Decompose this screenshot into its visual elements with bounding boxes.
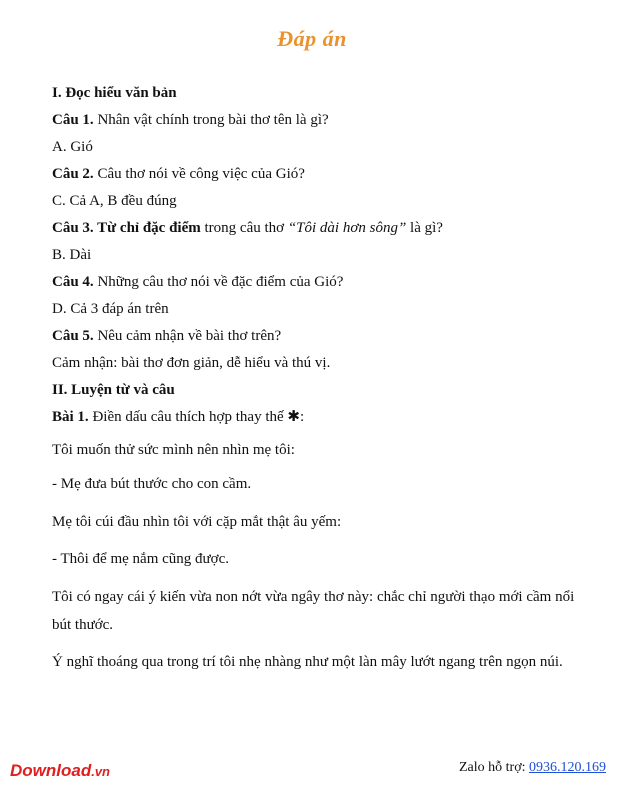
question-1 <box>52 107 582 134</box>
exercise-text: Điền dấu câu thích hợp thay thế <box>88 409 288 425</box>
question-label: Câu 3. Từ chỉ đặc điểm <box>52 220 201 236</box>
passage-line-3: Mẹ tôi cúi đầu nhìn tôi với cặp mắt thật âu yếm: <box>52 514 342 530</box>
question-label: Câu 5. <box>52 328 94 344</box>
question-text: Câu thơ nói về công việc của Gió? <box>93 166 305 182</box>
question-3 <box>52 215 582 242</box>
section-heading-reading: I. Đọc hiểu văn bản <box>52 85 177 101</box>
support-phone-link[interactable]: 0936.120.169 <box>529 760 606 775</box>
question-label: Câu 2. <box>52 166 94 182</box>
answer-1: A. Gió <box>52 139 93 155</box>
passage-line-1: Tôi muốn thử sức mình nên nhìn mẹ tôi: <box>52 442 295 458</box>
asterisk-symbol-icon: ✱ <box>287 409 300 425</box>
question-label: Câu 4. <box>52 274 94 290</box>
passage-line-6: Ý nghĩ thoáng qua trong trí tôi nhẹ nhàng như một làn mây lướt ngang trên ngọn núi. <box>52 654 563 670</box>
question-text: Nhân vật chính trong bài thơ tên là gì? <box>93 112 329 128</box>
passage-line-5: Tôi có ngay cái ý kiến vừa non nớt vừa ngây thơ này: chắc chỉ người thạo mới cầm nổi bút thước. <box>52 589 575 633</box>
support-label: Zalo hỗ trợ: <box>459 760 529 775</box>
answer-3: B. Dài <box>52 247 92 263</box>
question-text: Những câu thơ nói về đặc điểm của Gió? <box>93 274 344 290</box>
question-text: Nêu cảm nhận về bài thơ trên? <box>93 328 282 344</box>
section-heading-vocabulary: II. Luyện từ và câu <box>52 382 175 398</box>
answer-5: Cảm nhận: bài thơ đơn giản, dễ hiểu và thú vị. <box>52 355 331 371</box>
download-logo[interactable] <box>10 761 110 781</box>
question-5 <box>52 323 582 350</box>
question-2 <box>52 161 582 188</box>
answer-2: C. Cả A, B đều đúng <box>52 193 177 209</box>
exercise-1 <box>52 404 582 431</box>
question-text-end: là gì? <box>406 220 443 236</box>
answer-list <box>52 80 582 431</box>
support-contact <box>459 760 606 776</box>
passage-line-4: - Thôi để mẹ nắm cũng được. <box>52 551 229 567</box>
exercise-colon: : <box>299 409 305 425</box>
passage-line-2: - Mẹ đưa bút thước cho con cầm. <box>52 476 252 492</box>
logo-text: Download <box>10 761 92 780</box>
logo-suffix: .vn <box>91 764 111 779</box>
question-4 <box>52 269 582 296</box>
answer-4: D. Cả 3 đáp án trên <box>52 301 169 317</box>
page-title: Đáp án <box>277 26 347 51</box>
question-label: Câu 1. <box>52 112 94 128</box>
exercise-label: Bài 1. <box>52 409 89 425</box>
question-text: trong câu thơ <box>200 220 288 236</box>
quoted-verse: “Tôi dài hơn sông” <box>287 220 407 236</box>
